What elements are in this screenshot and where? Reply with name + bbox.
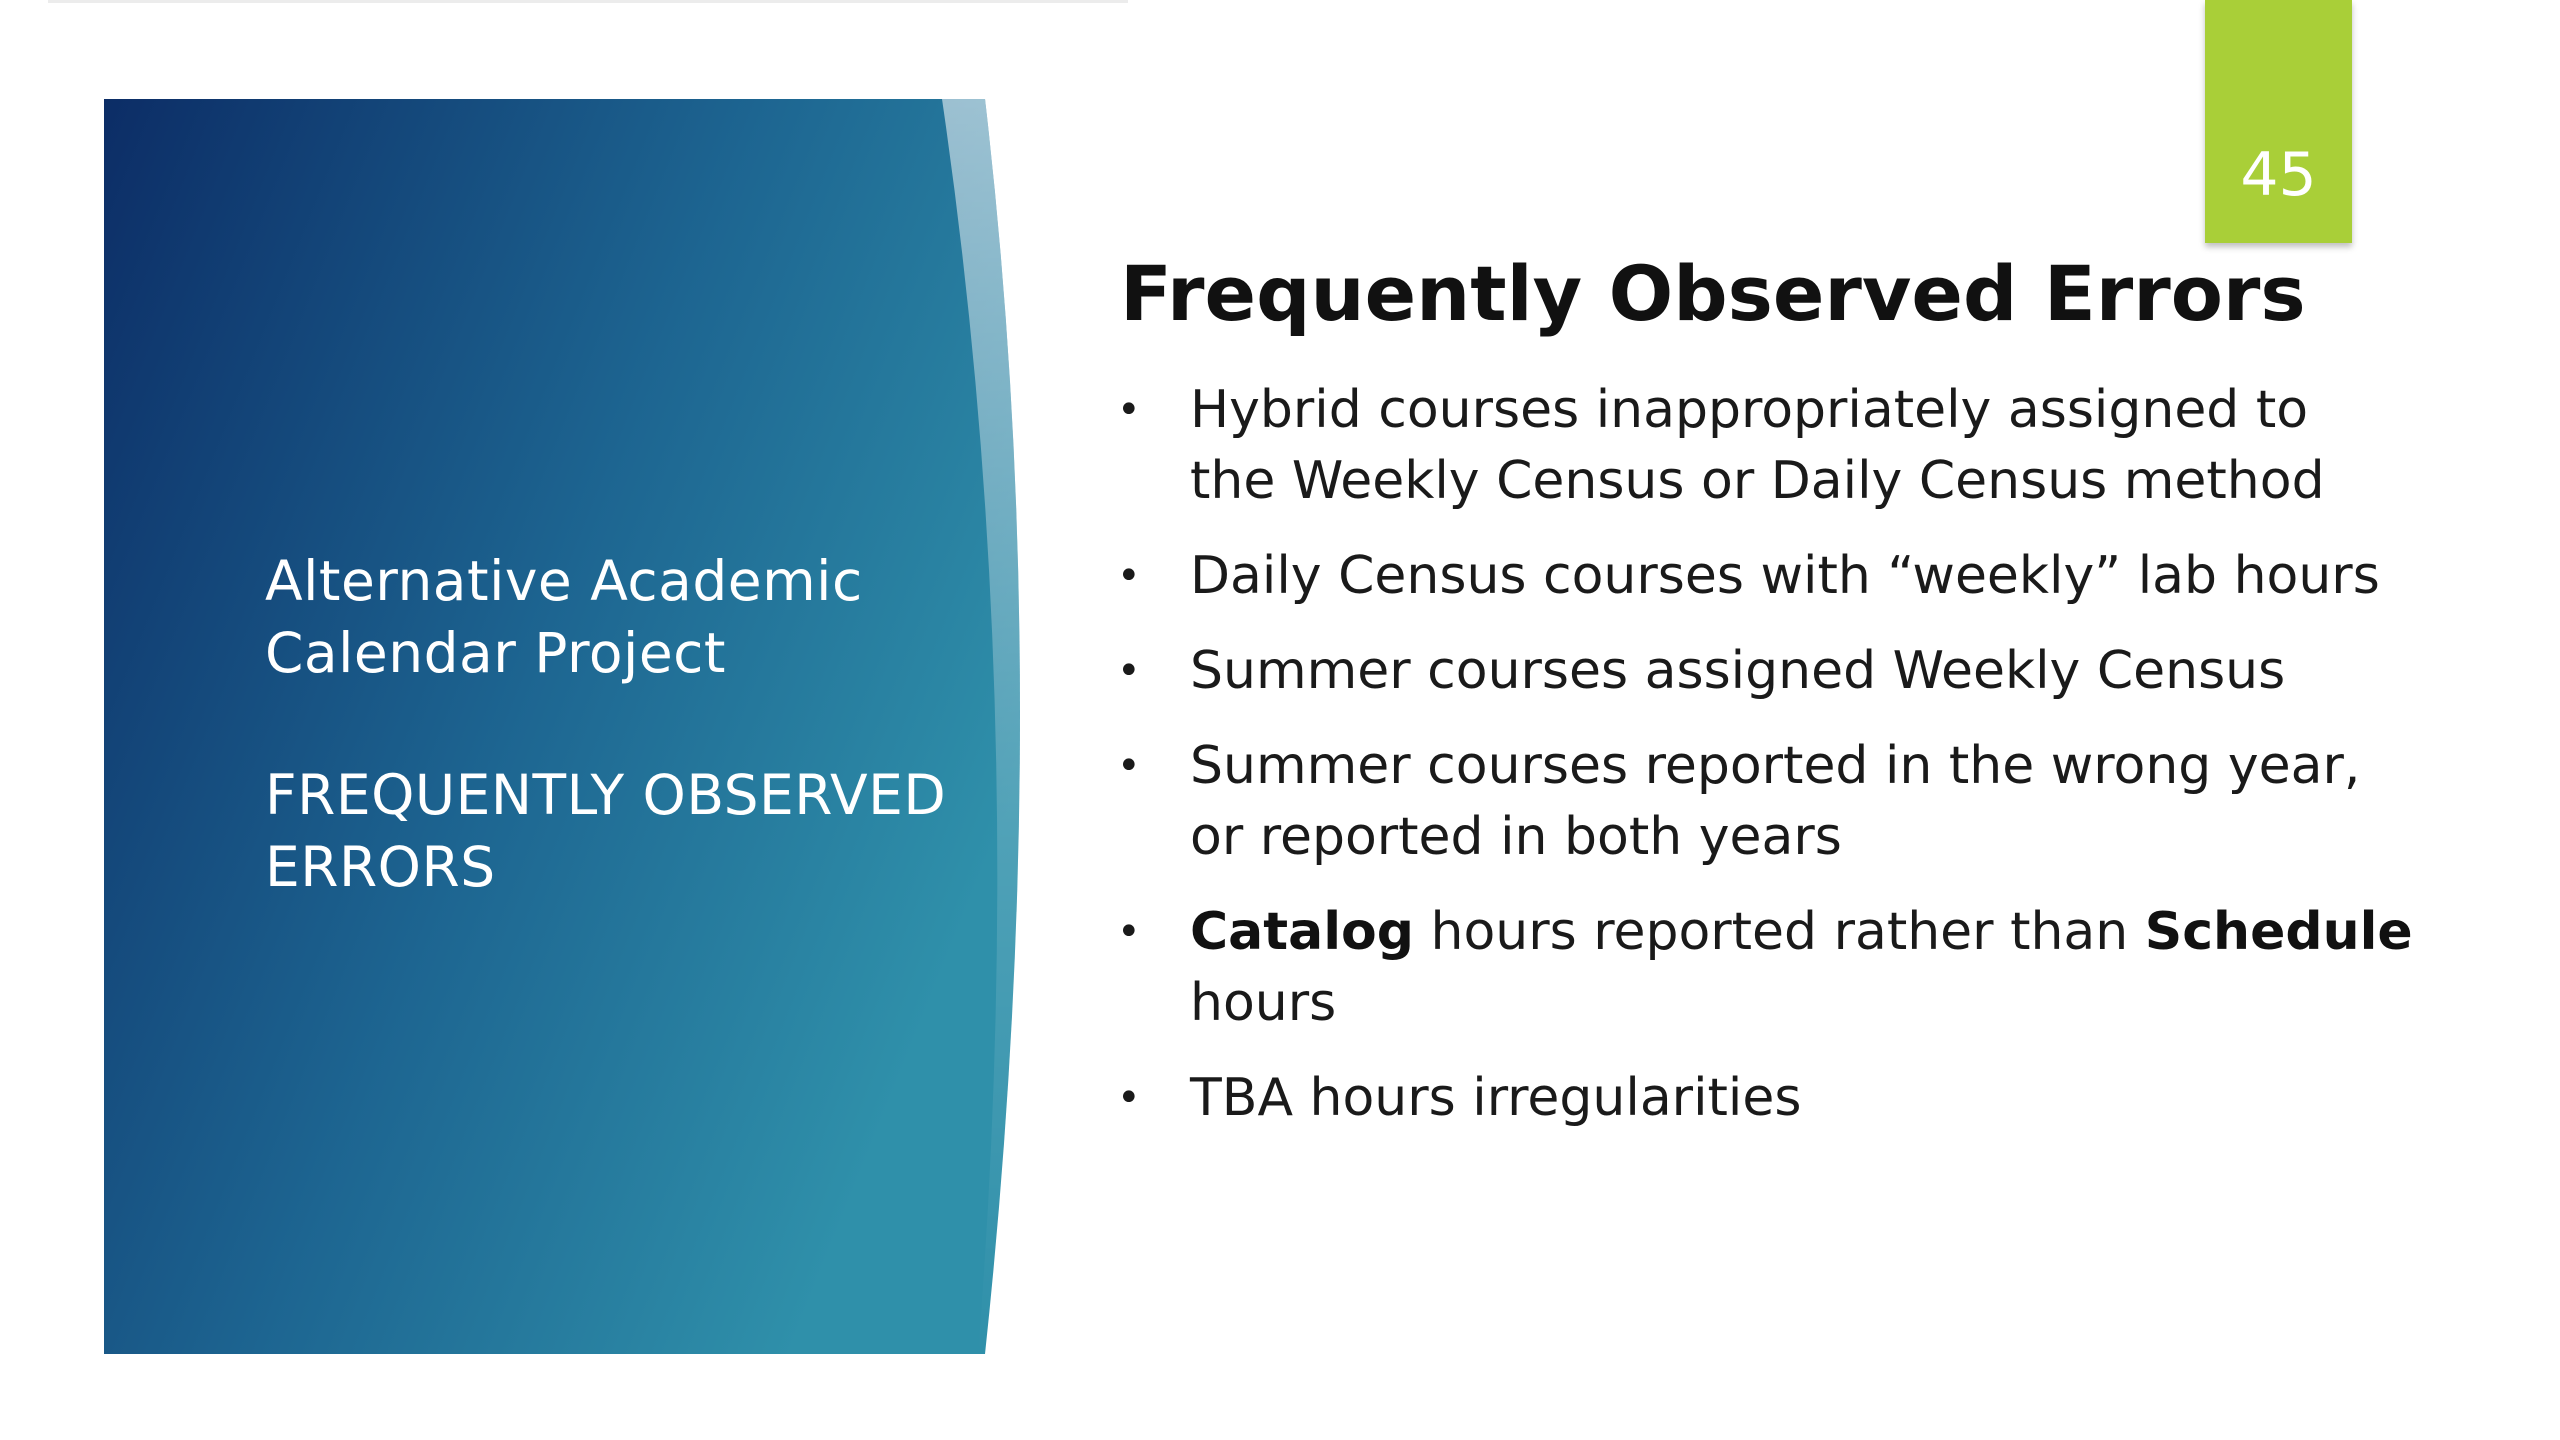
schedule-emphasis: Schedule bbox=[2144, 902, 2413, 962]
bullet-item: • TBA hours irregularities bbox=[1115, 1063, 2535, 1134]
page-number-badge bbox=[2205, 0, 2352, 243]
project-title-line2: Calendar Project bbox=[265, 621, 726, 685]
bullet-item: • Summer courses reported in the wrong year, or reported in both years bbox=[1115, 731, 2535, 873]
section-title-line2: ERRORS bbox=[265, 835, 496, 899]
bullet-dot-icon: • bbox=[1117, 1075, 1141, 1121]
bullet-item: • Catalog hours reported rather than Schedule hours bbox=[1115, 897, 2535, 1039]
bullet-item: • Hybrid courses inappropriately assigned to the Weekly Census or Daily Census method bbox=[1115, 375, 2535, 517]
project-title-line1: Alternative Academic bbox=[265, 549, 863, 613]
slide-title: Frequently Observed Errors bbox=[1120, 249, 2306, 338]
bullet-item: • Summer courses assigned Weekly Census bbox=[1115, 636, 2535, 707]
bullet-dot-icon: • bbox=[1117, 909, 1141, 955]
catalog-emphasis: Catalog bbox=[1190, 902, 1414, 962]
bullet-dot-icon: • bbox=[1117, 743, 1141, 789]
bullet-dot-icon: • bbox=[1117, 553, 1141, 599]
bullet-dot-icon: • bbox=[1117, 648, 1141, 694]
page-number: 45 bbox=[2240, 140, 2317, 210]
section-title-line1: FREQUENTLY OBSERVED bbox=[265, 763, 947, 827]
bullet-list bbox=[1115, 375, 2535, 1158]
left-panel-text bbox=[265, 545, 985, 903]
bullet-dot-icon: • bbox=[1117, 387, 1141, 433]
bullet-item: • Daily Census courses with “weekly” lab hours bbox=[1115, 541, 2535, 612]
